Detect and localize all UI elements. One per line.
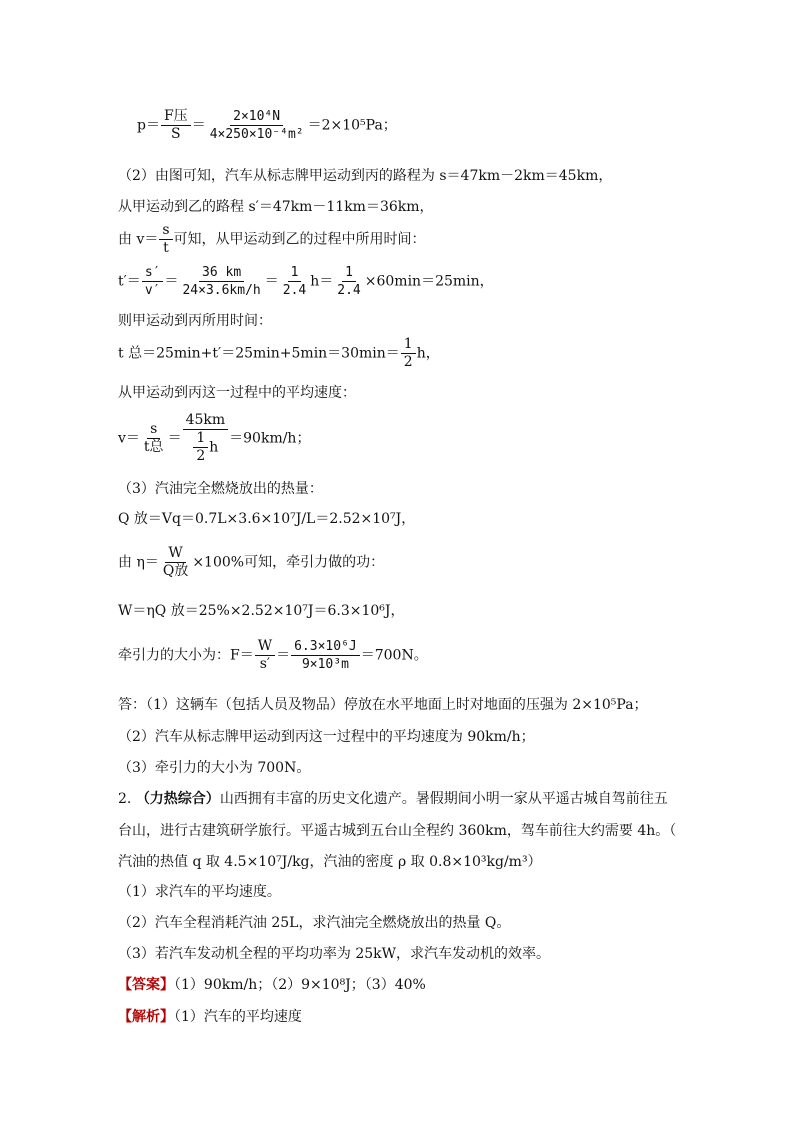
- numerator: s: [147, 421, 160, 439]
- question-number: 2.: [118, 791, 132, 807]
- eq-result: ×60min＝25min，: [364, 273, 494, 290]
- compound-fraction: [183, 412, 229, 465]
- text-line: W＝ηQ 放＝25%×2.52×10⁷J＝6.3×10⁶J，: [118, 603, 405, 619]
- question-2-line-3: 汽油的热值 q 取 4.5×10⁷J/kg，汽油的密度 ρ 取 0.8×10³kg/m³）: [118, 854, 542, 870]
- fraction: [142, 264, 164, 299]
- answer-line: （2）汽车从标志牌甲运动到丙这一过程中的平均速度为 90km/h；: [118, 729, 535, 745]
- fraction: [207, 108, 307, 143]
- fraction: [141, 421, 167, 456]
- pressure-equation: [137, 108, 397, 143]
- numerator: 45km: [183, 412, 229, 430]
- answer-label: 【答案】: [118, 977, 174, 993]
- answer-line: 答：（1）这辆车（包括人员及物品）停放在水平地面上时对地面的压强为 2×10⁵Pa；: [118, 697, 648, 713]
- text: h＝: [310, 273, 334, 290]
- time-equation: [118, 264, 494, 299]
- fraction: [255, 638, 275, 673]
- question-text: 山西拥有丰富的历史文化遗产。暑假期间小明一家从平遥古城自驾前往五: [219, 791, 668, 807]
- text-line: 从甲运动到乙的路程 s′＝47km－11km＝36km，: [118, 199, 434, 215]
- denominator: t: [163, 240, 169, 256]
- question-2-line-2: 台山，进行古建筑研学旅行。平遥古城到五台山全程约 360km，驾车前往大约需要 4h。（: [118, 823, 677, 839]
- eq-lhs: v＝: [118, 430, 140, 447]
- answer-summary: [118, 976, 426, 994]
- numerator: s: [159, 222, 172, 240]
- text-line: 从甲运动到丙这一过程中的平均速度：: [118, 385, 356, 401]
- equals: ＝: [276, 647, 291, 664]
- average-speed-equation: [118, 412, 310, 465]
- efficiency-formula-line: [118, 545, 384, 580]
- eq-lhs: p＝: [137, 117, 160, 134]
- sub-question: （3）若汽车发动机全程的平均功率为 25kW，求汽车发动机的效率。: [118, 946, 551, 962]
- eq-lhs: t′＝: [118, 273, 141, 290]
- answer-text: （1）90km/h；（2）9×10⁸J；（3）40%: [174, 977, 426, 993]
- denominator: S: [171, 126, 181, 142]
- denominator: 24×3.6km/h: [182, 283, 261, 298]
- analysis-heading: [118, 1008, 302, 1026]
- denominator: [189, 430, 221, 465]
- eq-result: ＝700N。: [360, 647, 428, 664]
- equals: ＝: [264, 273, 279, 290]
- denominator: s′: [259, 656, 271, 672]
- fraction: [179, 264, 263, 299]
- denominator: v′: [144, 283, 161, 298]
- numerator: 1: [193, 430, 208, 448]
- fraction: [160, 545, 191, 580]
- text: 由 η＝: [118, 554, 159, 571]
- total-time-equation: [118, 336, 440, 371]
- numerator: 1: [288, 264, 302, 282]
- fraction: [401, 336, 416, 371]
- denominator: 9×10³m: [301, 657, 349, 672]
- text-line: Q 放＝Vq＝0.7L×3.6×10⁷J/L＝2.52×10⁷J，: [118, 511, 416, 527]
- text: 牵引力的大小为：F＝: [118, 647, 254, 664]
- sub-question: （1）求汽车的平均速度。: [118, 884, 281, 900]
- question-tag: （力热综合）: [135, 791, 220, 807]
- text: ×100%可知，牵引力做的功：: [192, 554, 385, 571]
- numerator: 6.3×10⁶J: [291, 638, 360, 656]
- fraction: [193, 430, 208, 465]
- denominator: 4×250×10⁻⁴m²: [209, 127, 304, 142]
- velocity-formula-line: [118, 222, 426, 257]
- analysis-label: 【解析】: [118, 1009, 174, 1025]
- fraction: [291, 638, 360, 673]
- unit: h: [209, 439, 219, 456]
- denominator: 2.4: [282, 283, 307, 298]
- fraction: [280, 264, 309, 299]
- fraction: [161, 108, 191, 143]
- numerator: s′: [142, 264, 164, 282]
- question-2-line-1: [118, 790, 668, 808]
- numerator: F压: [161, 108, 191, 126]
- text: h，: [416, 345, 440, 362]
- numerator: W: [255, 638, 275, 656]
- equals: ＝: [191, 117, 206, 134]
- equals: ＝: [164, 273, 179, 290]
- numerator: 1: [401, 336, 416, 354]
- numerator: 2×10⁴N: [230, 108, 283, 126]
- analysis-text: （1）汽车的平均速度: [174, 1009, 302, 1025]
- denominator: 2.4: [337, 283, 361, 298]
- text-line: （3）汽油完全燃烧放出的热量：: [118, 481, 323, 497]
- eq-result: ＝2×10⁵Pa；: [307, 117, 397, 134]
- eq-lhs: t 总＝25min+t′＝25min+5min＝30min＝: [118, 345, 400, 362]
- text-line: 则甲运动到丙所用时间：: [118, 313, 272, 329]
- text: 可知，从甲运动到乙的过程中所用时间：: [173, 231, 426, 248]
- numerator: 1: [342, 264, 356, 282]
- denominator: 2: [403, 354, 413, 370]
- denominator: t总: [143, 439, 164, 455]
- answer-line: （3）牵引力的大小为 700N。: [118, 760, 311, 776]
- text: 由 v＝: [118, 231, 159, 248]
- denominator: 2: [196, 448, 206, 464]
- fraction: [334, 264, 363, 299]
- sub-question: （2）汽车全程消耗汽油 25L，求汽油完全燃烧放出的热量 Q。: [118, 915, 511, 931]
- numerator: 36 km: [199, 264, 244, 282]
- text-line: （2）由图可知，汽车从标志牌甲运动到丙的路程为 s＝47km－2km＝45km，: [118, 168, 613, 184]
- traction-force-equation: [118, 638, 428, 673]
- fraction: [159, 222, 172, 257]
- denominator: Q放: [162, 563, 189, 579]
- equals: ＝: [167, 430, 182, 447]
- eq-result: ＝90km/h；: [229, 430, 311, 447]
- numerator: W: [165, 545, 185, 563]
